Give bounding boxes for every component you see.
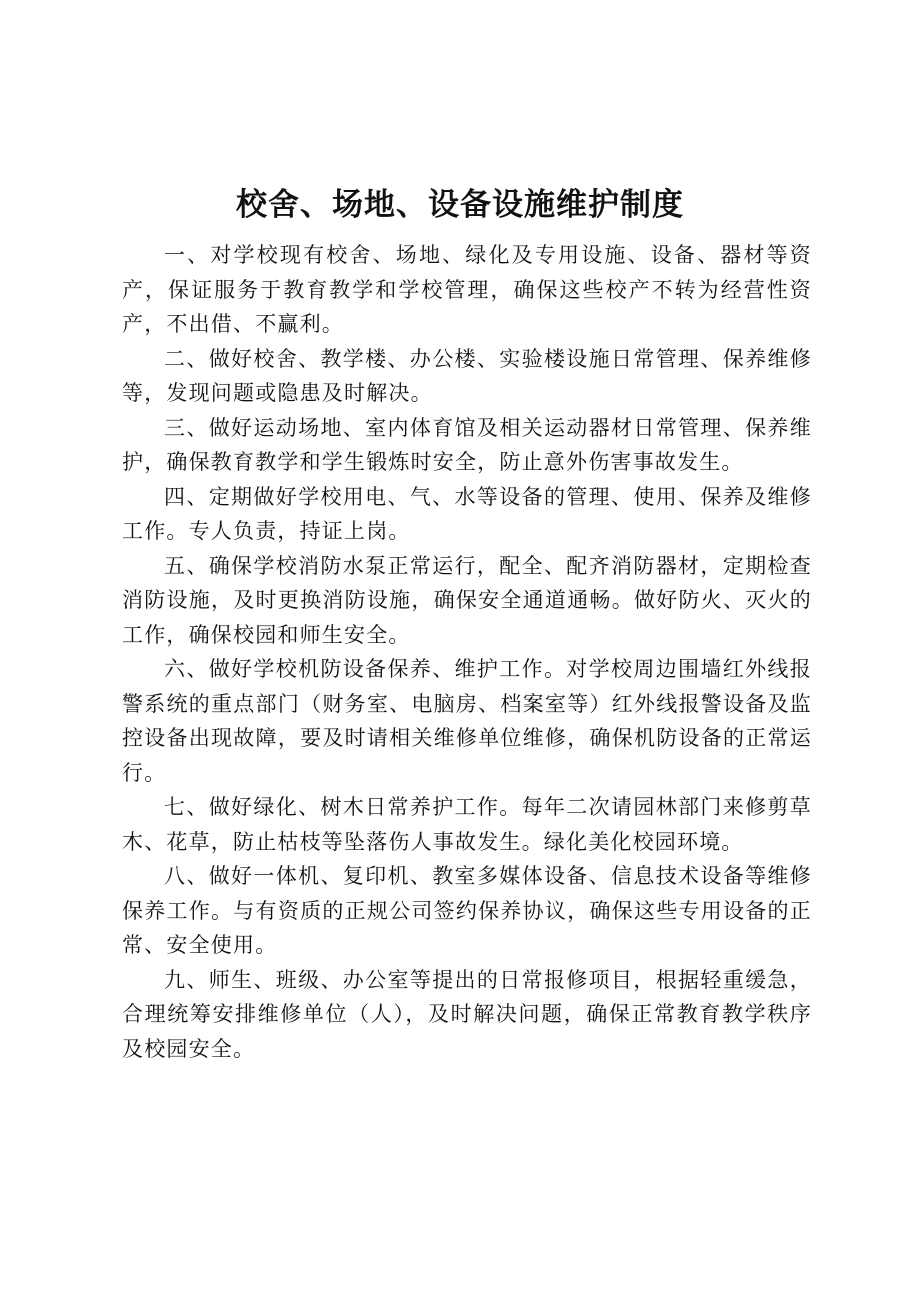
document-title: 校舍、场地、设备设施维护制度: [236, 187, 684, 223]
paragraph-2: 二、做好校舍、教学楼、办公楼、实验楼设施日常管理、保养维修等，发现问题或隐患及时解决。: [122, 346, 812, 405]
paragraph-6: 六、做好学校机防设备保养、维护工作。对学校周边围墙红外线报警系统的重点部门（财务室、电脑房、档案室等）红外线报警设备及监控设备出现故障，要及时请相关维修单位维修，确保机防设备的正常运行。: [122, 657, 812, 785]
paragraph-7: 七、做好绿化、树木日常养护工作。每年二次请园林部门来修剪草木、花草，防止枯枝等坠落伤人事故发生。绿化美化校园环境。: [122, 795, 812, 854]
paragraph-9: 九、师生、班级、办公室等提出的日常报修项目，根据轻重缓急，合理统筹安排维修单位（人），及时解决问题，确保正常教育教学秩序及校园安全。: [122, 967, 812, 1061]
paragraph-4: 四、定期做好学校用电、气、水等设备的管理、使用、保养及维修工作。专人负责，持证上岗。: [122, 484, 812, 543]
paragraph-5: 五、确保学校消防水泵正常运行，配全、配齐消防器材，定期检查消防设施，及时更换消防设施，确保安全通道通畅。做好防火、灭火的工作，确保校园和师生安全。: [122, 553, 812, 647]
document-body: [122, 238, 812, 1066]
paragraph-1: 一、对学校现有校舍、场地、绿化及专用设施、设备、器材等资产，保证服务于教育教学和学校管理，确保这些校产不转为经营性资产，不出借、不赢利。: [122, 243, 812, 336]
paragraph-3: 三、做好运动场地、室内体育馆及相关运动器材日常管理、保养维护，确保教育教学和学生锻炼时安全，防止意外伤害事故发生。: [122, 415, 812, 474]
paragraph-8: 八、做好一体机、复印机、教室多媒体设备、信息技术设备等维修保养工作。与有资质的正规公司签约保养协议，确保这些专用设备的正常、安全使用。: [122, 864, 812, 957]
